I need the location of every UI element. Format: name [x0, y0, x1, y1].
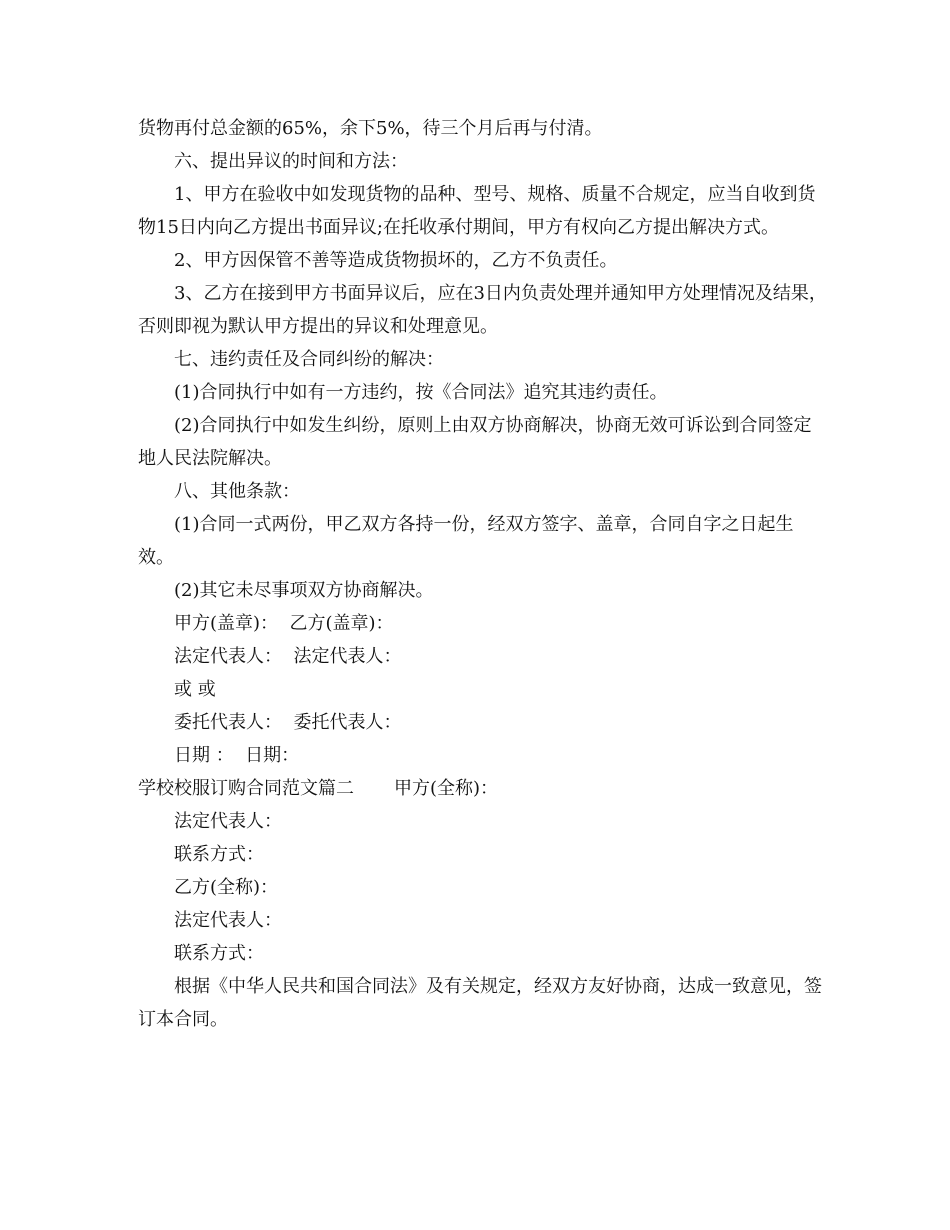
section-title: 学校校服订购合同范文篇二	[138, 778, 354, 799]
paragraphs-before	[138, 112, 828, 772]
section-heading-other-terms: 八、其他条款：	[174, 481, 300, 502]
paragraph: 根据《中华人民共和国合同法》及有关规定，经双方友好协商，达成一致意见，签订本合同。	[138, 976, 822, 1030]
signature-line-agent: 委托代表人： 委托代表人：	[174, 712, 402, 733]
section-heading-objections: 六、提出异议的时间和方法：	[174, 151, 408, 172]
signature-line-legal-rep: 法定代表人： 法定代表人：	[174, 646, 402, 667]
paragraph: 2、甲方因保管不善等造成货物损坏的，乙方不负责任。	[174, 250, 618, 271]
paragraph: (1)合同执行中如有一方违约，按《合同法》追究其违约责任。	[174, 382, 668, 403]
signature-line-or: 或 或	[174, 679, 216, 700]
field-legal-rep-b: 法定代表人：	[174, 910, 282, 931]
signature-line-seal: 甲方(盖章)： 乙方(盖章)：	[174, 613, 394, 634]
field-contact-a: 联系方式：	[174, 844, 264, 865]
field-party-b: 乙方(全称)：	[174, 877, 279, 898]
paragraph: (2)其它未尽事项双方协商解决。	[174, 580, 434, 601]
signature-line-date: 日期 ： 日期：	[174, 745, 300, 766]
paragraph: (2)合同执行中如发生纠纷，原则上由双方协商解决，协商无效可诉讼到合同签定地人民法院解决。	[138, 415, 812, 469]
paragraph: 货物再付总金额的65%，余下5%，待三个月后再与付清。	[138, 118, 603, 139]
field-contact-b: 联系方式：	[174, 943, 264, 964]
field-legal-rep-a: 法定代表人：	[174, 811, 282, 832]
section-heading-liability: 七、违约责任及合同纠纷的解决：	[174, 349, 444, 370]
paragraph: 1、甲方在验收中如发现货物的品种、型号、规格、质量不合规定，应当自收到货物15日内向乙方提出书面异议;在托收承付期间，甲方有权向乙方提出解决方式。	[138, 184, 816, 238]
party-a-label: 甲方(全称)：	[394, 778, 499, 799]
section-title-line	[138, 772, 828, 805]
paragraph: (1)合同一式两份，甲乙双方各持一份，经双方签字、盖章，合同自字之日起生效。	[138, 514, 794, 568]
paragraphs-after	[138, 805, 828, 1036]
document-body	[138, 112, 828, 1036]
paragraph: 3、乙方在接到甲方书面异议后，应在3日内负责处理并通知甲方处理情况及结果，否则即视为默认甲方提出的异议和处理意见。	[138, 283, 827, 337]
